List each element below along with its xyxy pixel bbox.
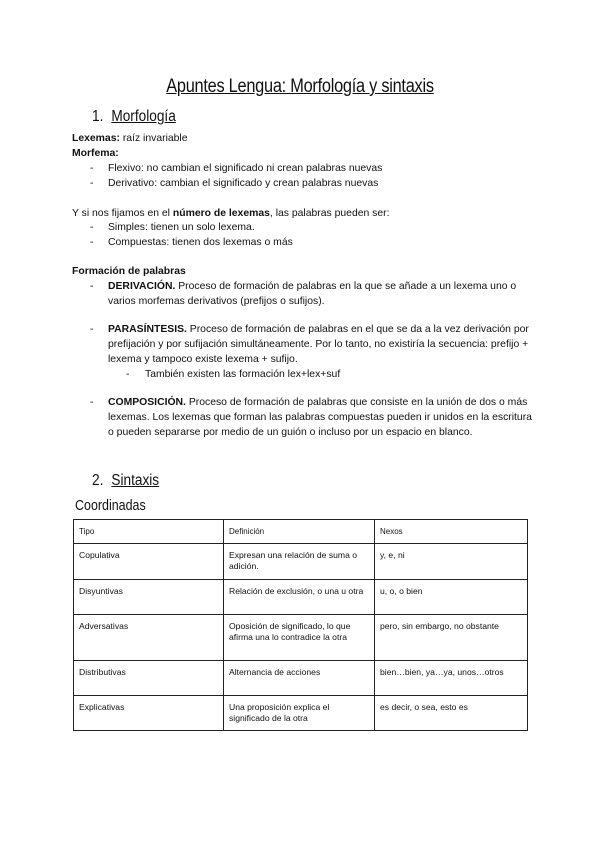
- table-row: [74, 614, 528, 660]
- table-header-row: [74, 520, 528, 544]
- section-1-heading: [92, 108, 176, 126]
- parasintesis-subitem: También existen las formación lex+lex+suf: [145, 369, 341, 380]
- coordinadas-table: [73, 519, 528, 731]
- section-2-number: 2.: [92, 472, 104, 489]
- numero-lexemas-line: [72, 206, 390, 221]
- table-row: [74, 543, 528, 579]
- lexemas-line: [72, 131, 188, 146]
- section-1-title: Morfología: [111, 108, 176, 125]
- formacion-label: Formación de palabras: [72, 266, 186, 277]
- derivacion-paragraph: [108, 279, 538, 309]
- cell-tipo: Distributivas: [74, 660, 224, 695]
- composicion-paragraph: [108, 395, 538, 441]
- composicion-term: COMPOSICIÓN.: [108, 397, 186, 408]
- table-row: [74, 579, 528, 614]
- cell-nexos: bien…bien, ya…ya, unos…otros: [375, 660, 528, 695]
- composicion-text: Proceso de formación de palabras que consiste en la unión de dos o más lexemas. Los lexemas que forman las palabras compuestas pueden ir unidos en la escritura o pueden separarse por medio de un guión o incluso por un espacio en blanco.: [108, 397, 532, 439]
- bullet-dash: -: [90, 178, 94, 189]
- numero-item-1: Simples: tienen un solo lexema.: [108, 222, 255, 233]
- parasintesis-term: PARASÍNTESIS.: [108, 324, 187, 335]
- lexemas-text: raíz invariable: [119, 133, 188, 144]
- cell-nexos: y, e, ni: [375, 543, 528, 579]
- cell-definicion: Alternancia de acciones: [224, 660, 375, 695]
- bullet-dash: -: [90, 324, 94, 335]
- header-tipo: Tipo: [74, 520, 224, 544]
- section-2-title: Sintaxis: [111, 472, 160, 489]
- bullet-dash: -: [90, 281, 94, 292]
- bullet-dash: -: [90, 222, 94, 233]
- section-2-heading: [92, 472, 159, 490]
- coordinadas-subheading: Coordinadas: [75, 498, 146, 514]
- numero-pre: Y si nos fijamos en el: [72, 208, 173, 219]
- cell-definicion: Expresan una relación de suma o adición.: [224, 543, 375, 579]
- numero-bold: número de lexemas: [172, 208, 270, 219]
- section-1-number: 1.: [92, 108, 104, 125]
- numero-item-2: Compuestas: tienen dos lexemas o más: [108, 237, 293, 248]
- morfema-label: Morfema:: [72, 148, 119, 159]
- parasintesis-text: Proceso de formación de palabras en el que se da a la vez derivación por prefijación y por sufijación simultáneamente. Por lo tanto, no existiría la secuencia: prefijo + lexema y tampoco existe lexema + sufijo.: [108, 324, 529, 366]
- parasintesis-paragraph: [108, 322, 538, 368]
- table-row: [74, 660, 528, 695]
- derivacion-term: DERIVACIÓN.: [108, 281, 176, 292]
- cell-tipo: Adversativas: [74, 614, 224, 660]
- cell-definicion: Relación de exclusión, o una u otra: [224, 579, 375, 614]
- cell-tipo: Explicativas: [74, 695, 224, 730]
- lexemas-label: Lexemas:: [72, 133, 120, 144]
- cell-tipo: Disyuntivas: [74, 579, 224, 614]
- cell-definicion: Oposición de significado, lo que afirma una lo contradice la otra: [224, 614, 375, 660]
- numero-post: , las palabras pueden ser:: [269, 208, 390, 219]
- cell-nexos: pero, sin embargo, no obstante: [375, 614, 528, 660]
- header-definicion: Definición: [224, 520, 375, 544]
- table-row: [74, 695, 528, 730]
- cell-definicion: Una proposición explica el significado de la otra: [224, 695, 375, 730]
- morfema-item-2: Derivativo: cambian el significado y crean palabras nuevas: [108, 178, 379, 189]
- bullet-dash: -: [90, 397, 94, 408]
- derivacion-text: Proceso de formación de palabras en la que se añade a un lexema uno o varios morfemas derivativos (prefijos o sufijos).: [108, 281, 517, 308]
- cell-tipo: Copulativa: [74, 543, 224, 579]
- cell-nexos: es decir, o sea, esto es: [375, 695, 528, 730]
- bullet-dash: -: [90, 237, 94, 248]
- bullet-dash: -: [126, 369, 130, 380]
- morfema-item-1: Flexivo: no cambian el significado ni crean palabras nuevas: [108, 163, 383, 174]
- bullet-dash: -: [90, 163, 94, 174]
- cell-nexos: u, o, o bien: [375, 579, 528, 614]
- document-title: Apuntes Lengua: Morfología y sintaxis: [166, 76, 434, 97]
- header-nexos: Nexos: [375, 520, 528, 544]
